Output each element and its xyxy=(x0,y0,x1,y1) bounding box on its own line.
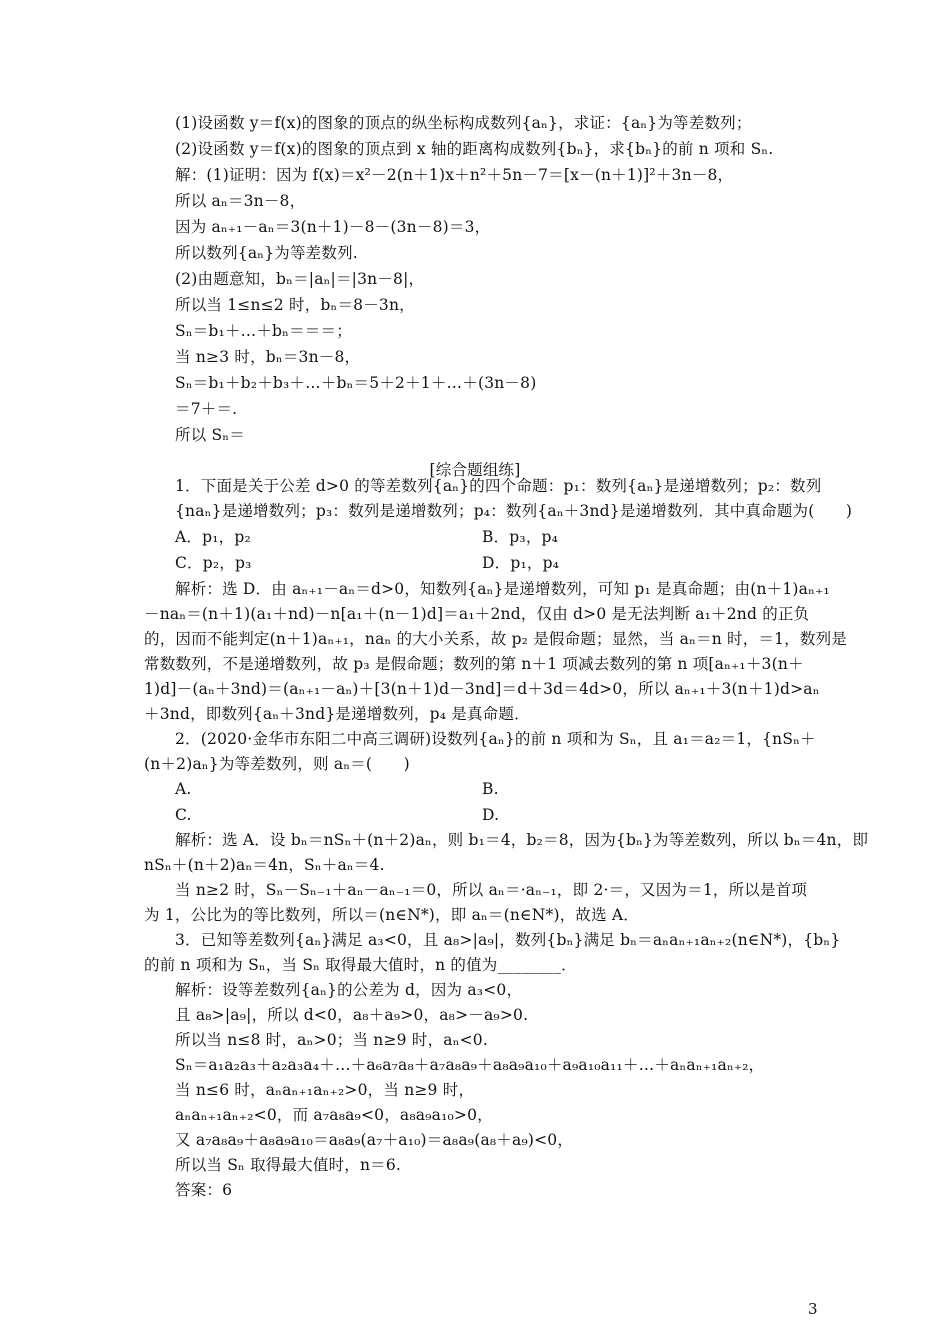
text-line: (2)设函数 y＝f(x)的图象的顶点到 x 轴的距离构成数列{bₙ}，求{bₙ}的前 n 项和 Sₙ. xyxy=(175,140,774,158)
text-line: Sₙ＝b₁＋…＋bₙ＝＝＝； xyxy=(175,322,352,340)
text-line: 当 n≥3 时，bₙ＝3n－8， xyxy=(175,348,361,366)
text-line: 解析：设等差数列{aₙ}的公差为 d，因为 a₃<0， xyxy=(175,981,523,999)
text-line: 1)d]－(aₙ＋3nd)＝(aₙ₊₁－aₙ)＋[3(n＋1)d－3nd]＝d＋3d＝4d>0，所以 aₙ₊₁＋3(n＋1)d>aₙ xyxy=(144,680,820,698)
text-line: 且 a₈>|a₉|，所以 d<0，a₈＋a₉>0，a₈>－a₉>0. xyxy=(175,1006,529,1024)
text-line: 为 1，公比为的等比数列，所以＝(n∈N*)，即 aₙ＝(n∈N*)，故选 A． xyxy=(144,906,640,924)
text-line: 所以数列{aₙ}为等差数列. xyxy=(175,244,358,262)
text-line: 的，因而不能判定(n＋1)aₙ₊₁，naₙ 的大小关系，故 p₂ 是假命题；显然，当 aₙ＝n 时，＝1，数列是 xyxy=(144,630,847,648)
text-line: (2)由题意知，bₙ＝|aₙ|＝|3n－8|， xyxy=(175,270,425,288)
text-line: A. xyxy=(175,780,192,798)
text-line: 当 n≥2 时，Sₙ－Sₙ₋₁＋aₙ－aₙ₋₁＝0，所以 aₙ＝·aₙ₋₁，即 2·＝，又因为＝1，所以是首项 xyxy=(175,881,808,899)
text-line: －naₙ＝(n＋1)(a₁＋nd)－n[a₁＋(n－1)d]＝a₁＋2nd，仅由 d>0 是无法判断 a₁＋2nd 的正负 xyxy=(144,605,810,623)
text-line: 所以当 n≤8 时，aₙ>0；当 n≥9 时，aₙ<0. xyxy=(175,1031,488,1049)
text-line: 的前 n 项和为 Sₙ，当 Sₙ 取得最大值时，n 的值为________． xyxy=(144,956,577,974)
text-line: C．p₂，p₃ xyxy=(175,554,252,572)
text-line: 解：(1)证明：因为 f(x)＝x²－2(n＋1)x＋n²＋5n－7＝[x－(n＋1)]²＋3n－8， xyxy=(175,166,734,184)
text-line: D．p₁，p₄ xyxy=(482,554,560,572)
text-line: 所以当 Sₙ 取得最大值时，n＝6. xyxy=(175,1156,402,1174)
text-line: {naₙ}是递增数列；p₃：数列是递增数列；p₄：数列{aₙ＋3nd}是递增数列．其中真命题为( ) xyxy=(175,502,853,520)
text-line: 答案：6 xyxy=(175,1181,233,1199)
text-line: 1．下面是关于公差 d>0 的等差数列{aₙ}的四个命题：p₁：数列{aₙ}是递增数列；p₂：数列 xyxy=(175,477,822,495)
text-line: Sₙ＝a₁a₂a₃＋a₂a₃a₄＋…＋a₆a₇a₈＋a₇a₈a₉＋a₈a₉a₁₀＋a₉a₁₀a₁₁＋…＋aₙaₙ₊₁aₙ₊₂， xyxy=(175,1056,765,1074)
text-line: 又 a₇a₈a₉＋a₈a₉a₁₀＝a₈a₉(a₇＋a₁₀)＝a₈a₉(a₈＋a₉)<0， xyxy=(175,1131,574,1149)
text-line: B. xyxy=(482,780,499,798)
text-line: B．p₃，p₄ xyxy=(482,528,559,546)
text-line: C. xyxy=(175,806,192,824)
text-line: 解析：选 D．由 aₙ₊₁－aₙ＝d>0，知数列{aₙ}是递增数列，可知 p₁ 是真命题；由(n＋1)aₙ₊₁ xyxy=(175,580,830,598)
text-line: 因为 aₙ₊₁－aₙ＝3(n＋1)－8－(3n－8)＝3， xyxy=(175,218,491,236)
text-line: 2．(2020·金华市东阳二中高三调研)设数列{aₙ}的前 n 项和为 Sₙ，且 a₁＝a₂＝1，{nSₙ＋ xyxy=(175,730,816,748)
text-line: ＝7＋＝. xyxy=(175,400,238,418)
text-line: ＋3nd，即数列{aₙ＋3nd}是递增数列，p₄ 是真命题． xyxy=(144,705,530,723)
text-line: Sₙ＝b₁＋b₂＋b₃＋…＋bₙ＝5＋2＋1＋…＋(3n－8) xyxy=(175,374,537,392)
text-line: 所以当 1≤n≤2 时，bₙ＝8－3n， xyxy=(175,296,415,314)
text-line: nSₙ＋(n＋2)aₙ＝4n，Sₙ＋aₙ＝4. xyxy=(144,856,385,874)
page-number: 3 xyxy=(808,1300,818,1318)
text-line: 3．已知等差数列{aₙ}满足 a₃<0，且 a₈>|a₉|，数列{bₙ}满足 bₙ＝aₙaₙ₊₁aₙ₊₂(n∈N*)，{bₙ} xyxy=(175,931,841,949)
text-line: D. xyxy=(482,806,500,824)
text-line: (n＋2)aₙ}为等差数列，则 aₙ＝( ) xyxy=(144,755,410,773)
text-line: 所以 aₙ＝3n－8， xyxy=(175,192,306,210)
text-line: aₙaₙ₊₁aₙ₊₂<0，而 a₇a₈a₉<0，a₈a₉a₁₀>0， xyxy=(175,1106,493,1124)
text-line: (1)设函数 y＝f(x)的图象的顶点的纵坐标构成数列{aₙ}，求证：{aₙ}为等差数列； xyxy=(175,114,752,132)
section-heading: [综合题组练] xyxy=(429,461,521,479)
text-line: 解析：选 A．设 bₙ＝nSₙ＋(n＋2)aₙ，则 b₁＝4，b₂＝8，因为{bₙ}为等差数列，所以 bₙ＝4n，即 xyxy=(175,831,869,849)
text-line: A．p₁，p₂ xyxy=(175,528,251,546)
text-line: 所以 Sₙ＝ xyxy=(175,426,245,444)
text-line: 常数数列，不是递增数列，故 p₃ 是假命题；数列的第 n＋1 项减去数列的第 n 项[aₙ₊₁＋3(n＋ xyxy=(144,655,804,673)
text-line: 当 n≤6 时，aₙaₙ₊₁aₙ₊₂>0，当 n≥9 时， xyxy=(175,1081,475,1099)
